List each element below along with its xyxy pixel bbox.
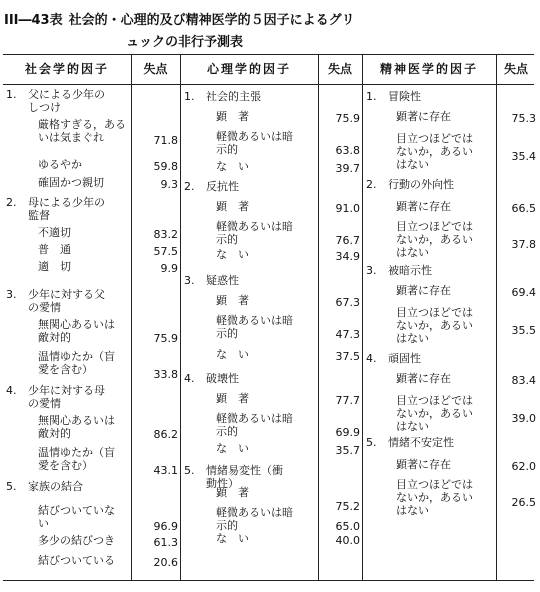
score-value: 35.4 [511, 150, 536, 163]
score-value: 65.0 [335, 520, 360, 533]
factor-level: 顕著に存在 [396, 110, 451, 123]
factor-number: 3. [184, 274, 195, 287]
score-value: 69.9 [335, 426, 360, 439]
score-value: 66.5 [511, 202, 536, 215]
factor-number: 4. [6, 384, 17, 397]
factor-number: 2. [366, 178, 377, 191]
header-psych: 心理学的因子 [206, 62, 291, 76]
score-value: 34.9 [335, 250, 360, 263]
factor-number: 1. [366, 90, 377, 103]
factor-number: 5. [184, 464, 195, 477]
score-value: 83.2 [153, 228, 178, 241]
factor-level: 軽微あるいは暗 示的 [216, 130, 293, 156]
score-value: 91.0 [335, 202, 360, 215]
factor-level: 軽微あるいは暗 示的 [216, 412, 293, 438]
factor-number: 1. [6, 88, 17, 101]
score-value: 63.8 [335, 144, 360, 157]
factor-number: 2. [184, 180, 195, 193]
bottom-rule [3, 580, 534, 581]
score-value: 33.8 [153, 368, 178, 381]
factor-number: 2. [6, 196, 17, 209]
factor-level: 結びついている [38, 554, 115, 567]
header-psychiatric: 精神医学的因子 [379, 62, 478, 76]
divider-4 [362, 54, 363, 580]
factor-level: 目立つほどでは ないか，あるい はない [396, 306, 473, 345]
header-score-1: 失点 [143, 62, 168, 76]
score-value: 83.4 [511, 374, 536, 387]
score-value: 35.5 [511, 324, 536, 337]
factor-level: 結びついていな い [38, 504, 115, 530]
score-value: 59.8 [153, 160, 178, 173]
score-value: 40.0 [335, 534, 360, 547]
factor-level: 顕著に存在 [396, 458, 451, 471]
column-psych [184, 88, 360, 578]
factor-number: 4. [366, 352, 377, 365]
factor-heading: 少年に対する父 の愛情 [28, 288, 105, 314]
factor-heading: 被暗示性 [388, 264, 432, 277]
score-value: 39.7 [335, 162, 360, 175]
factor-heading: 頑固性 [388, 352, 421, 365]
factor-level: ゆるやか [38, 158, 82, 171]
header-rule [3, 84, 534, 85]
factor-number: 1. [184, 90, 195, 103]
factor-level: 顕著に存在 [396, 284, 451, 297]
factor-level: 顕著に存在 [396, 372, 451, 385]
score-value: 47.3 [335, 328, 360, 341]
factor-level: 目立つほどでは ないか，あるい はない [396, 132, 473, 171]
factor-heading: 冒険性 [388, 90, 421, 103]
factor-level: 無関心あるいは 敵対的 [38, 318, 115, 344]
factor-level: 温情ゆたか（盲 愛を含む） [38, 350, 115, 376]
score-value: 76.7 [335, 234, 360, 247]
score-value: 75.9 [335, 112, 360, 125]
factor-heading: 父による少年の しつけ [28, 88, 105, 114]
factor-level: な い [216, 248, 249, 261]
factor-level: な い [216, 348, 249, 361]
factor-level: 温情ゆたか（盲 愛を含む） [38, 446, 115, 472]
column-social [6, 88, 178, 578]
factor-level: な い [216, 160, 249, 173]
score-value: 75.2 [335, 500, 360, 513]
factor-number: 5. [6, 480, 17, 493]
score-value: 37.8 [511, 238, 536, 251]
header-social: 社会学的因子 [24, 62, 109, 76]
score-value: 37.5 [335, 350, 360, 363]
column-psychiatric [366, 88, 536, 578]
score-value: 26.5 [511, 496, 536, 509]
factor-level: 普 通 [38, 243, 71, 256]
header-score-2: 失点 [327, 62, 352, 76]
score-value: 9.9 [160, 262, 178, 275]
factor-heading: 母による少年の 監督 [28, 196, 105, 222]
factor-level: 顕 著 [216, 110, 249, 123]
factor-heading: 行動の外向性 [388, 178, 454, 191]
factor-heading: 家族の結合 [28, 480, 83, 493]
factor-level: 多少の結びつき [38, 534, 115, 547]
table-number: III―43表 [4, 13, 63, 28]
table-title [4, 10, 534, 54]
factor-number: 5. [366, 436, 377, 449]
score-value: 61.3 [153, 536, 178, 549]
factor-heading: 少年に対する母 の愛情 [28, 384, 105, 410]
factor-heading: 情緒易変性（衝 動性） [206, 464, 283, 490]
factor-level: 顕著に存在 [396, 200, 451, 213]
score-value: 75.3 [511, 112, 536, 125]
score-value: 20.6 [153, 556, 178, 569]
top-rule [3, 54, 534, 55]
score-value: 75.9 [153, 332, 178, 345]
factor-level: 軽微あるいは暗 示的 [216, 220, 293, 246]
score-value: 77.7 [335, 394, 360, 407]
factor-level: 適 切 [38, 260, 71, 273]
score-value: 96.9 [153, 520, 178, 533]
factor-level: な い [216, 532, 249, 545]
score-value: 43.1 [153, 464, 178, 477]
score-value: 86.2 [153, 428, 178, 441]
factor-level: 顕 著 [216, 486, 249, 499]
factor-level: 無関心あるいは 敵対的 [38, 414, 115, 440]
factor-heading: 反抗性 [206, 180, 239, 193]
factor-heading: 破壊性 [206, 372, 239, 385]
factor-level: 軽微あるいは暗 示的 [216, 314, 293, 340]
score-value: 71.8 [153, 134, 178, 147]
title-line-1: 社会的・心理的及び精神医学的５因子によるグリ [68, 13, 355, 28]
header-score-3: 失点 [503, 62, 528, 76]
factor-heading: 社会的主張 [206, 90, 261, 103]
title-line-2: ュックの非行予測表 [126, 35, 244, 50]
factor-level: 目立つほどでは ないか，あるい はない [396, 220, 473, 259]
score-value: 62.0 [511, 460, 536, 473]
factor-level: 確固かつ親切 [38, 176, 104, 189]
factor-level: な い [216, 442, 249, 455]
factor-level: 顕 著 [216, 200, 249, 213]
factor-level: 不適切 [38, 226, 71, 239]
factor-number: 3. [366, 264, 377, 277]
factor-level: 目立つほどでは ないか，あるい はない [396, 394, 473, 433]
score-value: 9.3 [160, 178, 178, 191]
score-value: 67.3 [335, 296, 360, 309]
score-value: 69.4 [511, 286, 536, 299]
factor-heading: 疑惑性 [206, 274, 239, 287]
score-value: 57.5 [153, 245, 178, 258]
factor-level: 顕 著 [216, 392, 249, 405]
factor-number: 3. [6, 288, 17, 301]
factor-level: 顕 著 [216, 294, 249, 307]
factor-number: 4. [184, 372, 195, 385]
factor-heading: 情緒不安定性 [388, 436, 454, 449]
factor-level: 目立つほどでは ないか，あるい はない [396, 478, 473, 517]
score-value: 39.0 [511, 412, 536, 425]
score-value: 35.7 [335, 444, 360, 457]
factor-level: 厳格すぎる，あるいは気まぐれ [38, 118, 126, 144]
divider-2 [180, 54, 181, 580]
factor-level: 軽微あるいは暗 示的 [216, 506, 293, 532]
